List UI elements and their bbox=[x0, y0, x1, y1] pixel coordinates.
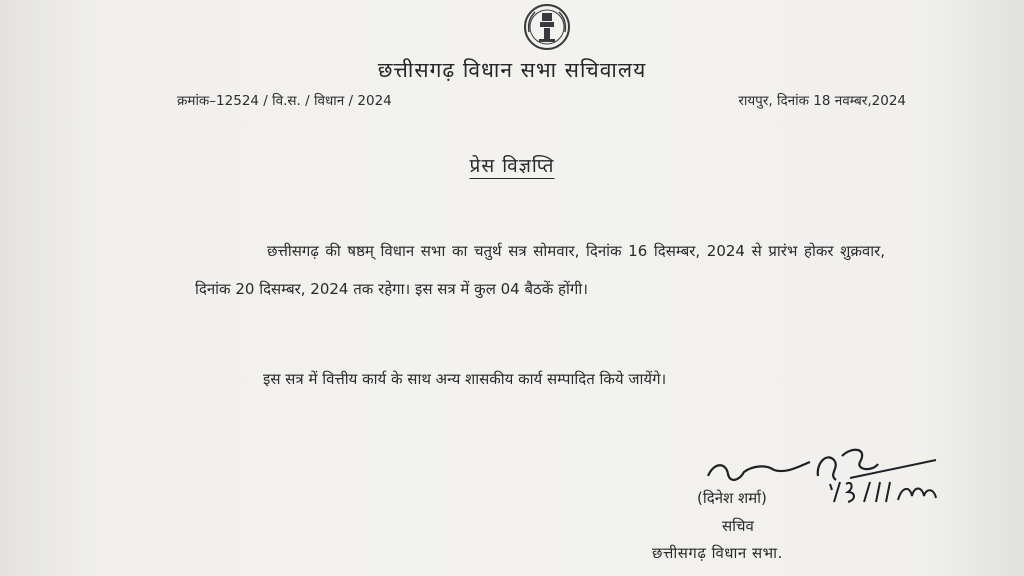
body-paragraph-2: इस सत्र में वित्तीय कार्य के साथ अन्य शासकीय कार्य सम्पादित किये जायेंगे। bbox=[263, 370, 667, 388]
document-title-text: प्रेस विज्ञप्ति bbox=[469, 155, 555, 177]
signer-office: छत्तीसगढ़ विधान सभा. bbox=[652, 544, 783, 562]
handwritten-date bbox=[830, 478, 940, 506]
document-title bbox=[0, 152, 1024, 178]
body-paragraph-1: छत्तीसगढ़ की षष्ठम् विधान सभा का चतुर्थ सत्र सोमवार, दिनांक 16 दिसम्बर, 2024 से प्रारंभ होकर शुक्रवार, दिनांक 20 दिसम्बर, 2024 तक रहेगा। इस सत्र में कुल 04 बैठकें होंगी। bbox=[195, 242, 885, 298]
signer-designation: सचिव bbox=[722, 517, 754, 535]
place-date: रायपुर, दिनांक 18 नवम्बर,2024 bbox=[738, 93, 906, 109]
letterhead-title: छत्तीसगढ़ विधान सभा सचिवालय bbox=[377, 58, 647, 82]
state-emblem-icon bbox=[515, 2, 579, 52]
reference-number: क्रमांक–12524 / वि.स. / विधान / 2024 bbox=[177, 93, 392, 109]
signer-name: (दिनेश शर्मा) bbox=[697, 489, 767, 507]
